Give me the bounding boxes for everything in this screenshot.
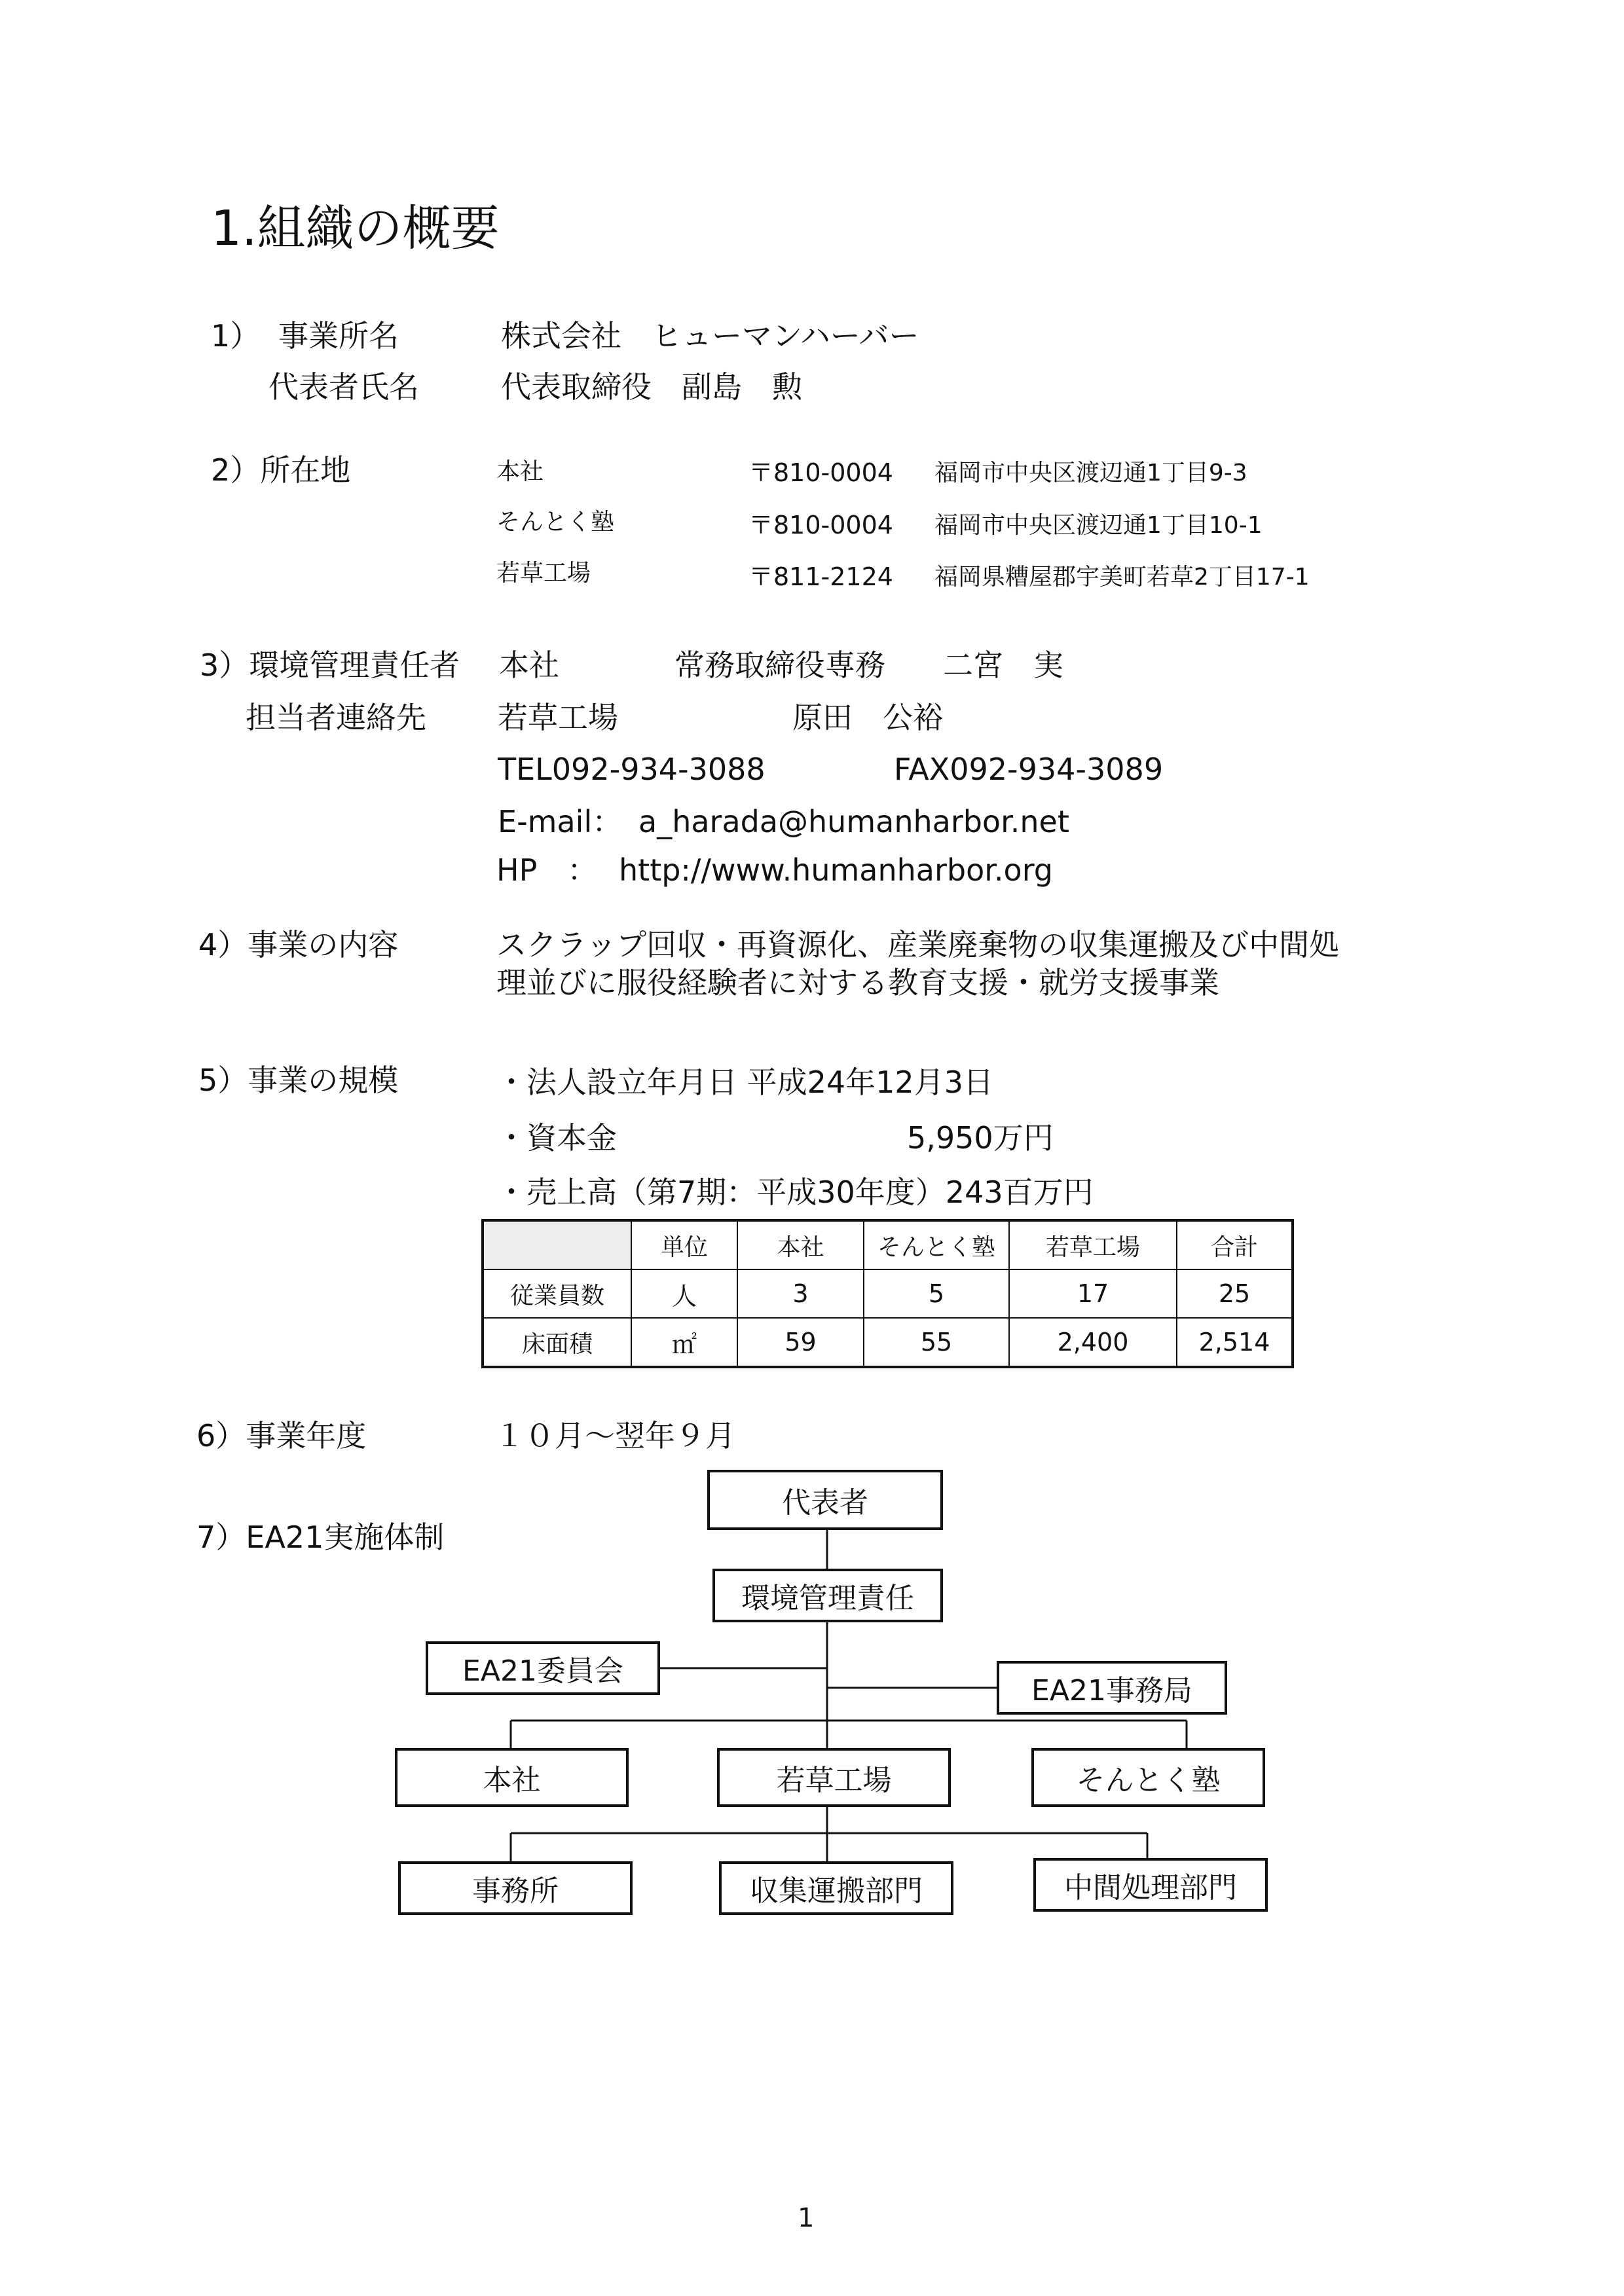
capital-label: ・資本金 [496,1120,617,1156]
table-cell: 人 [631,1269,737,1318]
table-cell: ㎡ [631,1318,737,1367]
page-title: 1.組織の概要 [211,200,500,257]
business-content-line-1: スクラップ回収・再資源化、産業廃棄物の収集運搬及び中間処 [496,927,1340,962]
org-box-ea21-secretariat: EA21事務局 [997,1661,1227,1715]
table-header-total: 合計 [1177,1220,1293,1269]
table-cell: 3 [737,1269,864,1318]
contact-name: 原田 公裕 [792,700,943,735]
org-box-ea21-committee: EA21委員会 [426,1641,660,1695]
table-row-label-employees: 従業員数 [483,1269,631,1318]
location-label: 2）所在地 [211,452,351,488]
business-name-label: 事業所名 [278,318,399,354]
org-box-representative: 代表者 [707,1470,943,1530]
capital-value: 5,950万円 [907,1120,1054,1156]
env-manager-location: 本社 [499,647,559,683]
fiscal-year-label: 6）事業年度 [196,1418,367,1453]
table-cell: 2,514 [1177,1318,1293,1367]
business-name-value: 株式会社 ヒューマンハーバー [501,318,919,354]
contact-email: a_harada@humanharbor.net [638,804,1069,839]
env-manager-name: 二宮 実 [943,647,1063,683]
org-box-sontoku: そんとく塾 [1031,1748,1265,1807]
org-box-intermediate-processing: 中間処理部門 [1033,1858,1268,1912]
location-name-wakakusa: 若草工場 [496,560,591,587]
ea21-structure-label: 7）EA21実施体制 [196,1520,445,1555]
contact-email-label: E-mail： [498,804,623,839]
location-address-wakakusa: 福岡県糟屋郡宇美町若草2丁目17-1 [934,564,1310,591]
table-header-unit: 単位 [631,1220,737,1269]
contact-tel: TEL092-934-3088 [498,752,766,787]
table-cell: 59 [737,1318,864,1367]
table-cell: 2,400 [1009,1318,1177,1367]
location-name-sontoku: そんとく塾 [496,509,615,536]
fiscal-year-value: １０月～翌年９月 [494,1418,735,1453]
org-box-collection-transport: 収集運搬部門 [719,1861,953,1915]
business-scale-label: 5）事業の規模 [198,1063,399,1098]
representative-label: 代表者氏名 [268,369,419,405]
table-header-wakakusa: 若草工場 [1009,1220,1177,1269]
org-box-wakakusa-factory: 若草工場 [717,1748,951,1807]
location-zip-head-office: 〒810-0004 [748,458,893,487]
business-content-label: 4）事業の内容 [198,927,399,962]
table-header-sontoku: そんとく塾 [864,1220,1009,1269]
page-number: 1 [798,2203,815,2233]
location-address-head-office: 福岡市中央区渡辺通1丁目9-3 [934,460,1247,486]
contact-fax: FAX092-934-3089 [894,752,1164,787]
table-cell: 55 [864,1318,1009,1367]
representative-value: 代表取締役 副島 勲 [501,369,802,405]
table-cell: 25 [1177,1269,1293,1318]
location-zip-sontoku: 〒810-0004 [748,511,893,539]
org-box-head-office: 本社 [395,1748,629,1807]
location-zip-wakakusa: 〒811-2124 [748,562,893,591]
business-content-line-2: 理並びに服役経験者に対する教育支援・就労支援事業 [496,965,1219,1000]
location-name-head-office: 本社 [496,458,544,485]
sales-amount: ・売上高（第7期：平成30年度）243百万円 [496,1175,1094,1210]
env-manager-label: 3）環境管理責任者 [200,647,460,683]
org-box-office: 事務所 [398,1861,633,1915]
org-box-env-manager: 環境管理責任 [712,1569,943,1622]
contact-hp: http://www.humanharbor.org [619,852,1054,888]
contact-label: 担当者連絡先 [246,700,426,735]
table-header-head-office: 本社 [737,1220,864,1269]
contact-hp-label: HP ： [496,852,598,888]
contact-location: 若草工場 [498,700,618,735]
section-1-number: 1） [211,318,261,354]
env-manager-role: 常務取締役専務 [674,647,885,683]
table-row-label-floor-area: 床面積 [483,1318,631,1367]
table-cell: 17 [1009,1269,1177,1318]
establishment-date: ・法人設立年月日 平成24年12月3日 [496,1065,993,1100]
table-cell: 5 [864,1269,1009,1318]
location-address-sontoku: 福岡市中央区渡辺通1丁目10-1 [934,512,1263,539]
